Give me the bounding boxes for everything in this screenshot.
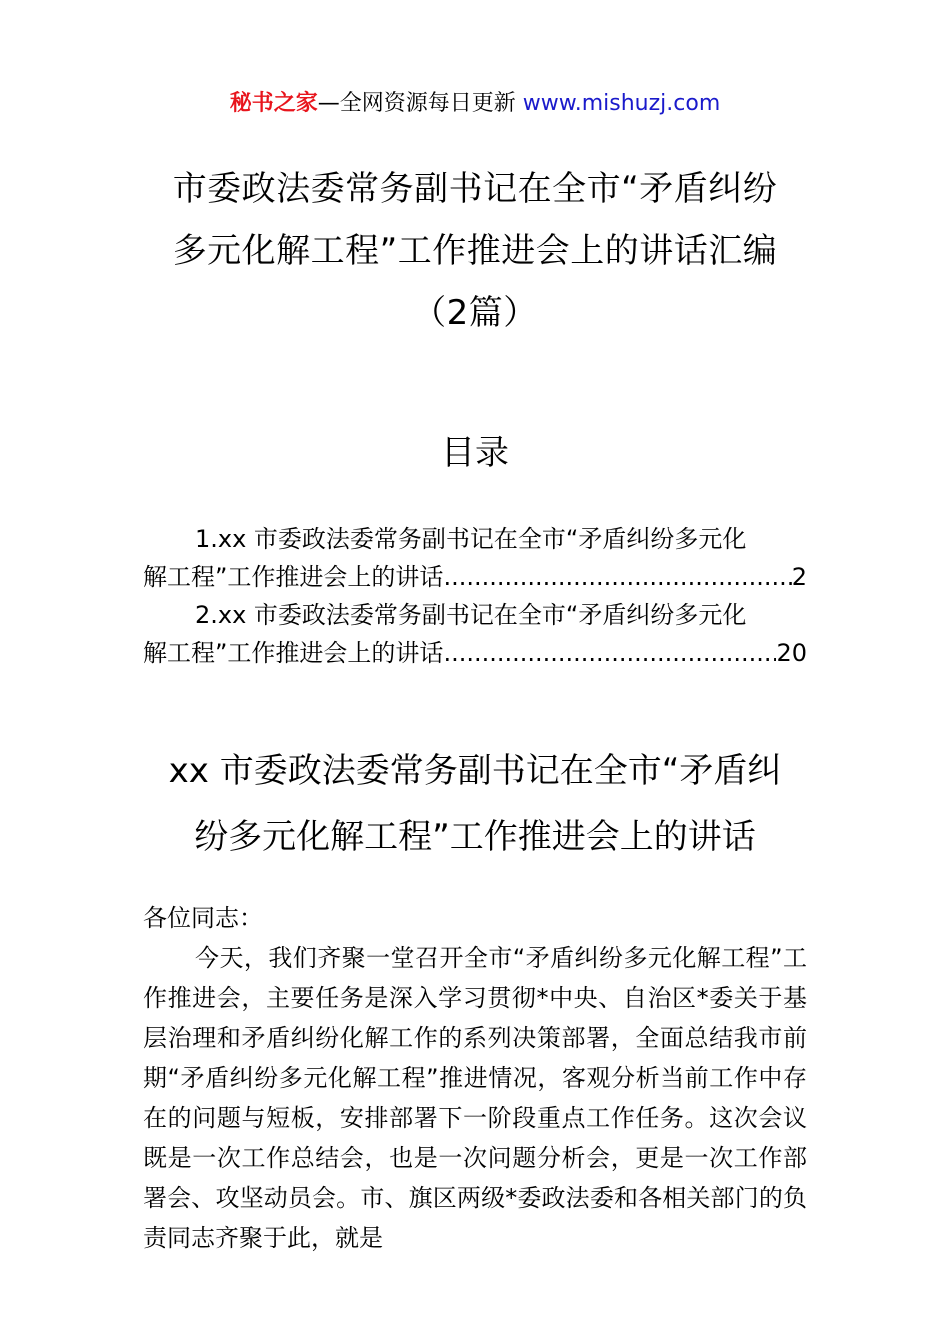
- article-body: [143, 898, 807, 1258]
- header-tagline: —全网资源每日更新: [317, 91, 523, 116]
- site-header: [0, 88, 950, 120]
- toc-entry[interactable]: [143, 596, 807, 672]
- toc-leader-dots: [443, 558, 791, 596]
- toc-leader-dots: [443, 634, 776, 672]
- body-paragraph: 今天，我们齐聚一堂召开全市“矛盾纠纷多元化解工程”工作推进会，主要任务是深入学习贯彻*中央、自治区*委关于基层治理和矛盾纠纷化解工作的系列决策部署，全面总结我市前期“矛盾纠纷多元化解工程”推进情况，客观分析当前工作中存在的问题与短板，安排部署下一阶段重点工作任务。这次会议既是一次工作总结会，也是一次问题分析会，更是一次工作部署会、攻坚动员会。市、旗区两级*委政法委和各相关部门的负责同志齐聚于此，就是: [143, 944, 807, 1252]
- site-url-link[interactable]: www.mishuzj.com: [522, 91, 721, 116]
- document-title-line: 多元化解工程”工作推进会上的讲话汇编: [172, 231, 778, 271]
- toc-entry[interactable]: [143, 520, 807, 596]
- toc-entry-title: 2.xx 市委政法委常务副书记在全市“矛盾纠纷多元化: [195, 601, 747, 629]
- document-title-line: 市委政法委常务副书记在全市“矛盾纠纷: [172, 169, 778, 209]
- toc-entry-continuation: [143, 634, 807, 672]
- toc-entry-page: 20: [776, 639, 807, 667]
- toc-entry-continuation: [143, 558, 807, 596]
- document-title: [140, 158, 810, 344]
- document-title-line: （2篇）: [412, 293, 538, 333]
- toc-entry-title: 1.xx 市委政法委常务副书记在全市“矛盾纠纷多元化: [195, 525, 747, 553]
- toc-entry-page: 2: [791, 563, 807, 591]
- article-title-line: 纷多元化解工程”工作推进会上的讲话: [194, 817, 756, 857]
- toc-heading: 目录: [441, 433, 509, 473]
- salutation: 各位同志：: [143, 904, 263, 932]
- brand-name: 秘书之家: [229, 91, 318, 116]
- article-title-line: xx 市委政法委常务副书记在全市“矛盾纠: [168, 751, 782, 791]
- toc-entry-title-end: 解工程”工作推进会上的讲话: [143, 639, 444, 667]
- toc-entry-title-end: 解工程”工作推进会上的讲话: [143, 563, 444, 591]
- article-title: [140, 738, 810, 870]
- table-of-contents: [143, 520, 807, 672]
